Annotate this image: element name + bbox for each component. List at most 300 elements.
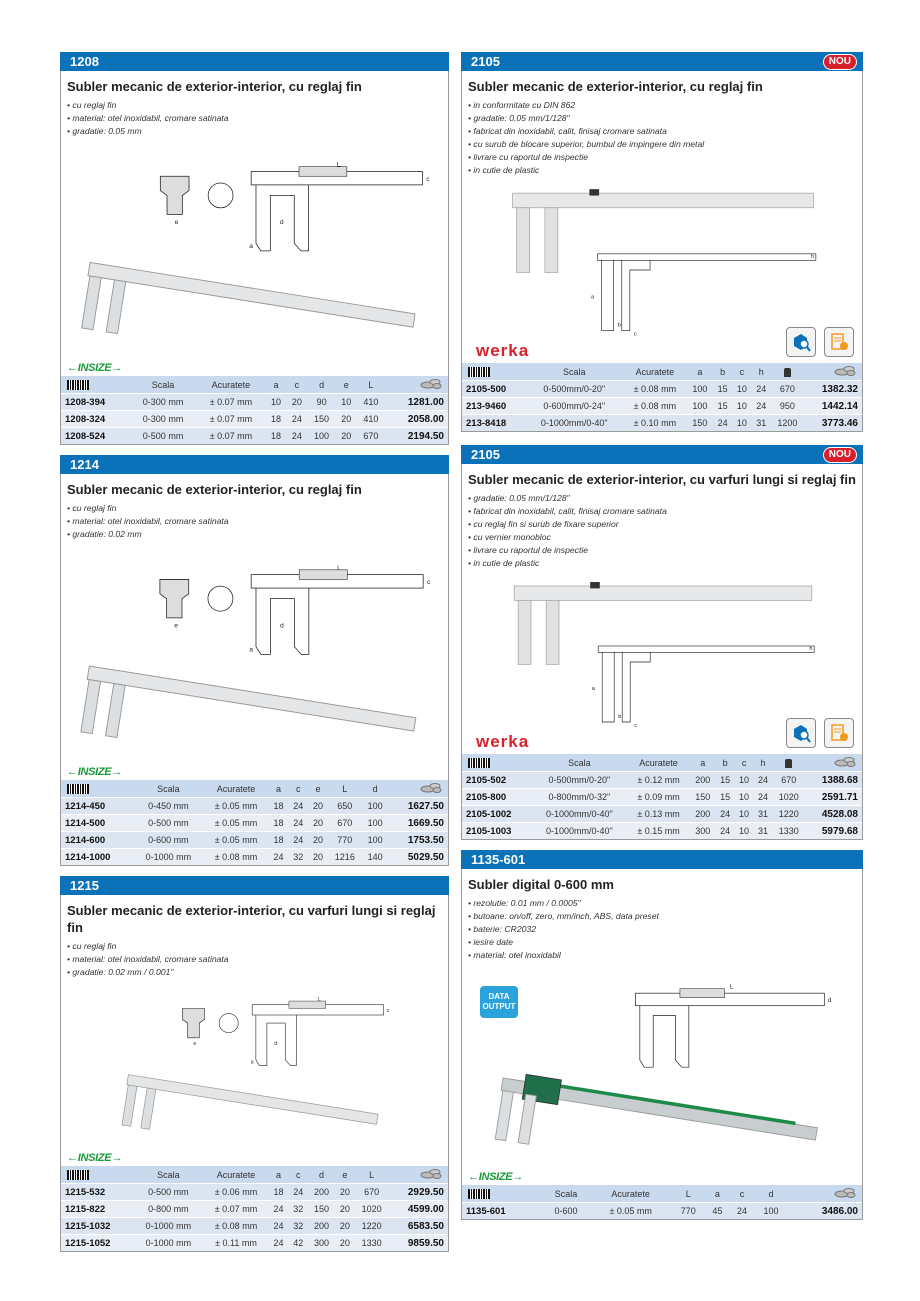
table-cell: 24	[286, 411, 307, 428]
table-cell: 24	[730, 1203, 755, 1220]
product-illustration	[462, 962, 862, 1167]
table-row	[61, 1184, 448, 1201]
column-header: a	[269, 780, 289, 798]
product-code: 2105	[471, 447, 500, 462]
table-cell: ± 0.13 mm	[627, 806, 690, 823]
table-cell: 24	[288, 798, 308, 815]
caliper-jaw	[518, 1094, 536, 1144]
section-header	[461, 850, 863, 869]
caliper-jaw	[82, 276, 102, 330]
caliper-jaw	[546, 600, 559, 664]
table-cell: 1200	[771, 415, 804, 432]
table-header-row	[462, 1185, 862, 1203]
table-cell: 24	[269, 849, 289, 866]
diagram-label: L	[317, 997, 321, 1004]
table-cell: ± 0.05 mm	[203, 815, 268, 832]
column-header: d	[754, 1185, 787, 1203]
feature-item: • gradatie: 0.05 mm/1/128"	[468, 113, 570, 123]
coins-icon	[420, 785, 442, 795]
diagram-label: a	[249, 243, 254, 250]
insize-logo: ←INSIZE→	[67, 766, 123, 778]
product-code: 1135-601	[471, 852, 526, 867]
coins-icon	[834, 759, 856, 769]
table-cell: 1330	[355, 1235, 389, 1252]
feature-item: • baterie: CR2032	[468, 924, 536, 934]
feature-item: • in cutie de plastic	[468, 165, 540, 175]
table-cell: 20	[336, 428, 357, 445]
feature-item: • material: otel inoxidabil	[468, 950, 561, 960]
product-title: Subler mecanic de exterior-interior, cu reglaj fin	[468, 79, 763, 94]
caliper-photo	[79, 666, 416, 762]
certificate-icon[interactable]	[824, 718, 854, 748]
column-header	[385, 376, 448, 394]
3d-view-icon[interactable]	[786, 718, 816, 748]
table-row	[462, 381, 862, 398]
caliper-jaw	[495, 1091, 513, 1141]
column-header: Acuratete	[590, 1185, 672, 1203]
column-header: c	[286, 376, 307, 394]
drawing-beam	[635, 993, 824, 1005]
table-cell: 670	[771, 381, 804, 398]
table-cell: 20	[308, 849, 328, 866]
image-area	[61, 541, 448, 762]
barcode-icon	[67, 784, 89, 794]
table-cell: ± 0.06 mm	[203, 1184, 268, 1201]
feature-list	[61, 940, 448, 979]
column-header: L	[672, 1185, 705, 1203]
new-badge: NOU	[823, 447, 857, 463]
price-table	[462, 363, 862, 431]
price: 5029.50	[389, 849, 448, 866]
caliper-beam	[127, 1075, 378, 1125]
werka-logo: werka	[476, 732, 530, 751]
column-header	[805, 754, 862, 772]
table-row	[462, 415, 862, 432]
column-header: Acuratete	[196, 376, 265, 394]
table-cell: 20	[308, 832, 328, 849]
barcode-icon	[468, 1189, 490, 1199]
drawing-jaws	[256, 185, 309, 251]
table-cell: 1020	[772, 789, 804, 806]
image-area	[61, 138, 448, 358]
table-cell: 200	[690, 772, 716, 789]
article-code: 213-8418	[462, 415, 526, 432]
table-cell: 650	[328, 798, 362, 815]
lock-screw	[589, 189, 599, 195]
price: 2929.50	[389, 1184, 448, 1201]
product-section	[60, 455, 449, 866]
table-cell: 20	[308, 815, 328, 832]
lock-screw	[590, 582, 600, 588]
weight-icon	[785, 759, 792, 768]
table-cell: 18	[269, 798, 289, 815]
table-cell: 0-1000 mm	[133, 1235, 203, 1252]
table-cell: 1216	[328, 849, 362, 866]
column-header: c	[732, 363, 751, 381]
diagram-label: L	[336, 161, 341, 169]
table-row	[61, 1235, 448, 1252]
table-cell: ± 0.08 mm	[203, 1218, 268, 1235]
table-cell: 1220	[772, 806, 804, 823]
feature-item: • material: otel inoxidabil, cromare satinata	[67, 516, 229, 526]
price: 1627.50	[389, 798, 448, 815]
table-cell: 18	[269, 832, 289, 849]
table-cell: 100	[307, 428, 335, 445]
table-cell: 24	[269, 1218, 289, 1235]
column-header: Acuratete	[203, 1166, 268, 1184]
product-section	[60, 876, 449, 1252]
price-table	[462, 754, 862, 839]
feature-icons	[786, 327, 854, 357]
table-cell: ± 0.05 mm	[203, 832, 268, 849]
jaw-profile	[182, 1008, 204, 1037]
table-header-row	[462, 754, 862, 772]
table-cell: 32	[288, 849, 308, 866]
table-cell: 670	[357, 428, 385, 445]
table-cell: 24	[716, 806, 735, 823]
table-cell: 18	[269, 1184, 289, 1201]
price-table	[61, 1166, 448, 1251]
column-header: Scala	[532, 754, 628, 772]
table-cell: ± 0.07 mm	[196, 394, 265, 411]
table-cell: 31	[754, 823, 773, 840]
barcode-icon	[468, 367, 490, 377]
image-area	[61, 979, 448, 1148]
column-header	[772, 754, 804, 772]
table-cell: 0-1000mm/0-40"	[532, 823, 628, 840]
article-code: 1214-600	[61, 832, 133, 849]
table-cell: ± 0.07 mm	[196, 428, 265, 445]
column-header: c	[288, 1166, 308, 1184]
brand-row	[61, 358, 448, 376]
3d-view-icon[interactable]	[786, 327, 816, 357]
table-row	[61, 832, 448, 849]
table-cell: 0-500 mm	[133, 1184, 203, 1201]
column-header	[389, 1166, 448, 1184]
article-code: 2105-500	[462, 381, 526, 398]
product-title: Subler mecanic de exterior-interior, cu varfuri lungi si reglaj fin	[468, 472, 856, 487]
table-cell: ± 0.11 mm	[203, 1235, 268, 1252]
table-cell: 0-1000mm/0-40"	[532, 806, 628, 823]
column-header: e	[308, 780, 328, 798]
table-row	[462, 398, 862, 415]
weight-icon	[784, 368, 791, 377]
drawing-beam	[598, 646, 814, 652]
column-header: Scala	[133, 1166, 203, 1184]
jaw-profile	[160, 579, 189, 617]
table-cell: 20	[335, 1235, 355, 1252]
table-cell: 100	[687, 381, 713, 398]
caliper-jaw	[517, 208, 530, 273]
feature-item: • cu surub de blocare superior, bumbul de impingere din metal	[468, 139, 705, 149]
drawing-jaws	[602, 652, 650, 722]
feature-item: • cu reglaj fin si surub de fixare superior	[468, 519, 619, 529]
product-title: Subler mecanic de exterior-interior, cu reglaj fin	[67, 482, 362, 497]
table-cell: 10	[266, 394, 287, 411]
certificate-icon[interactable]	[824, 327, 854, 357]
table-cell: 0-600 mm	[133, 832, 203, 849]
article-code: 1214-1000	[61, 849, 133, 866]
price-table	[61, 376, 448, 444]
table-cell: 0-800 mm	[133, 1201, 203, 1218]
feature-icons	[786, 718, 854, 748]
feature-item: • fabricat din inoxidabil, calit, finisaj cromare satinata	[468, 506, 667, 516]
table-cell: 20	[335, 1201, 355, 1218]
feature-item: • gradatie: 0.05 mm/1/128"	[468, 493, 570, 503]
table-cell: 0-600	[542, 1203, 590, 1220]
caliper-jaw	[81, 680, 101, 734]
column-header: h	[754, 754, 773, 772]
feature-item: • in conformitate cu DIN 862	[468, 100, 576, 110]
table-cell: 15	[713, 398, 732, 415]
price: 3486.00	[788, 1203, 862, 1220]
column-header: Scala	[526, 363, 623, 381]
insize-logo: ←INSIZE→	[67, 1152, 123, 1164]
diagram-label: h	[810, 253, 815, 260]
table-header-row	[61, 376, 448, 394]
feature-list	[462, 492, 862, 570]
product-title: Subler mecanic de exterior-interior, cu varfuri lungi si reglaj fin	[67, 903, 436, 935]
article-code: 2105-1003	[462, 823, 532, 840]
table-cell: ± 0.08 mm	[623, 381, 687, 398]
feature-list	[462, 99, 862, 177]
insize-logo: ←INSIZE→	[468, 1171, 524, 1183]
price: 5979.68	[805, 823, 862, 840]
table-cell: 770	[672, 1203, 705, 1220]
caliper-jaw	[518, 600, 531, 664]
product-code: 1215	[70, 878, 99, 893]
column-header	[389, 780, 448, 798]
caliper-beam	[513, 193, 814, 208]
column-header	[771, 363, 804, 381]
price: 1281.00	[385, 394, 448, 411]
product-illustration	[61, 979, 448, 1148]
article-code: 1135-601	[462, 1203, 542, 1220]
jaw-profile	[160, 176, 189, 214]
table-cell: ± 0.15 mm	[627, 823, 690, 840]
feature-item: • in cutie de plastic	[468, 558, 540, 568]
table-cell: 18	[266, 428, 287, 445]
table-cell: 0-450 mm	[133, 798, 203, 815]
table-cell: 20	[308, 798, 328, 815]
section-header	[60, 455, 449, 474]
table-cell: 410	[357, 394, 385, 411]
price: 2058.00	[385, 411, 448, 428]
table-cell: 10	[735, 772, 754, 789]
table-row	[61, 411, 448, 428]
table-header-row	[462, 363, 862, 381]
column-header	[61, 376, 130, 394]
table-cell: 10	[735, 823, 754, 840]
table-cell: ± 0.10 mm	[623, 415, 687, 432]
table-cell: 950	[771, 398, 804, 415]
table-cell: ± 0.07 mm	[196, 411, 265, 428]
table-row	[61, 798, 448, 815]
diagram-label: c	[386, 1008, 390, 1015]
table-cell: 0-1000 mm	[133, 1218, 203, 1235]
product-title: Subler mecanic de exterior-interior, cu reglaj fin	[67, 79, 362, 94]
price: 3773.46	[804, 415, 862, 432]
price: 4528.08	[805, 806, 862, 823]
table-cell: 20	[335, 1184, 355, 1201]
article-code: 1208-324	[61, 411, 130, 428]
feature-item: • livrare cu raportul de inspectie	[468, 545, 589, 555]
image-area	[462, 962, 862, 1167]
feature-item: • butoane: on/off, zero, mm/inch, ABS, data preset	[468, 911, 659, 921]
column-header: e	[336, 376, 357, 394]
price: 1753.50	[389, 832, 448, 849]
table-cell: 0-500 mm	[133, 815, 203, 832]
caliper-jaw	[141, 1088, 156, 1129]
image-area	[462, 177, 862, 363]
table-cell: 24	[752, 381, 771, 398]
table-cell: 100	[754, 1203, 787, 1220]
column-header: a	[687, 363, 713, 381]
section-header	[60, 52, 449, 71]
table-cell: 200	[308, 1218, 335, 1235]
table-cell: 140	[362, 849, 389, 866]
article-code: 1215-1052	[61, 1235, 133, 1252]
article-code: 2105-502	[462, 772, 532, 789]
caliper-photo	[493, 1071, 818, 1167]
diagram-label: a	[591, 686, 595, 692]
table-cell: 100	[687, 398, 713, 415]
insize-logo: ←INSIZE→	[67, 362, 123, 374]
column-header	[804, 363, 862, 381]
drawing-beam	[597, 254, 815, 260]
table-row	[462, 789, 862, 806]
product-code: 2105	[471, 54, 500, 69]
table-cell: 10	[732, 415, 751, 432]
price-table	[61, 780, 448, 865]
brand-row	[462, 1167, 862, 1185]
drawing-jaws	[256, 588, 309, 654]
table-header-row	[61, 780, 448, 798]
table-cell: 10	[735, 806, 754, 823]
feature-list	[61, 502, 448, 541]
werka-logo: werka	[476, 341, 530, 360]
table-cell: 20	[335, 1218, 355, 1235]
barcode-icon	[468, 758, 490, 768]
caliper-jaw	[545, 208, 558, 273]
table-cell: 150	[690, 789, 716, 806]
article-code: 1208-524	[61, 428, 130, 445]
column-header: e	[335, 1166, 355, 1184]
caliper-photo	[120, 1075, 378, 1148]
table-cell: ± 0.05 mm	[590, 1203, 672, 1220]
table-cell: 24	[754, 789, 773, 806]
table-row	[61, 1201, 448, 1218]
product-illustration	[61, 138, 448, 358]
price: 1388.68	[805, 772, 862, 789]
table-row	[61, 1218, 448, 1235]
table-cell: 24	[269, 1201, 289, 1218]
product-code: 1208	[70, 54, 99, 69]
product-section	[461, 445, 863, 840]
table-cell: 15	[713, 381, 732, 398]
column-header: a	[269, 1166, 289, 1184]
product-title: Subler digital 0-600 mm	[468, 877, 614, 892]
feature-item: • livrare cu raportul de inspectie	[468, 152, 589, 162]
diagram-label: a	[591, 294, 595, 301]
table-cell: 24	[288, 832, 308, 849]
feature-item: • iesire date	[468, 937, 514, 947]
feature-item: • gradatie: 0.05 mm	[67, 126, 142, 136]
column-header: L	[357, 376, 385, 394]
table-cell: 45	[705, 1203, 730, 1220]
caliper-beam	[87, 666, 416, 731]
column-header: c	[730, 1185, 755, 1203]
price: 6583.50	[389, 1218, 448, 1235]
table-cell: 0-600mm/0-24"	[526, 398, 623, 415]
table-cell: 15	[716, 789, 735, 806]
table-cell: 20	[336, 411, 357, 428]
table-cell: 300	[690, 823, 716, 840]
product-illustration	[61, 541, 448, 762]
feature-item: • cu vernier monobloc	[468, 532, 551, 542]
diagram-label: d	[274, 1041, 278, 1048]
product-code: 1214	[70, 457, 99, 472]
article-code: 1215-532	[61, 1184, 133, 1201]
article-code: 1215-822	[61, 1201, 133, 1218]
table-cell: 18	[269, 815, 289, 832]
table-cell: 31	[754, 806, 773, 823]
table-cell: 410	[357, 411, 385, 428]
table-row	[61, 428, 448, 445]
table-cell: 1220	[355, 1218, 389, 1235]
table-cell: 24	[269, 1235, 289, 1252]
article-code: 1208-394	[61, 394, 130, 411]
feature-item: • material: otel inoxidabil, cromare satinata	[67, 954, 229, 964]
table-cell: 0-800mm/0-32"	[532, 789, 628, 806]
column-header	[788, 1185, 862, 1203]
table-cell: 24	[286, 428, 307, 445]
table-row	[61, 394, 448, 411]
table-cell: 0-500 mm	[130, 428, 196, 445]
diagram-label: L	[337, 564, 341, 572]
drawing-slider	[680, 989, 725, 998]
column-header: Acuratete	[627, 754, 690, 772]
table-cell: 150	[307, 411, 335, 428]
table-cell: 0-500mm/0-20"	[526, 381, 623, 398]
diagram-label: c	[426, 176, 430, 184]
table-cell: 1330	[772, 823, 804, 840]
table-cell: 32	[288, 1218, 308, 1235]
diagram-label: L	[729, 983, 734, 991]
product-section	[461, 850, 863, 1220]
barcode-icon	[67, 380, 89, 390]
table-cell: ± 0.12 mm	[627, 772, 690, 789]
column-header: b	[716, 754, 735, 772]
diagram-label: b	[618, 714, 622, 720]
feature-item: • fabricat din inoxidabil, calit, finisaj cromare satinata	[468, 126, 667, 136]
table-cell: 1020	[355, 1201, 389, 1218]
table-row	[462, 1203, 862, 1220]
table-cell: 150	[687, 415, 713, 432]
table-cell: 0-300 mm	[130, 411, 196, 428]
table-cell: 100	[362, 815, 389, 832]
diagram-label: d	[279, 219, 284, 227]
table-row	[61, 849, 448, 866]
table-cell: 10	[732, 381, 751, 398]
article-code: 1215-1032	[61, 1218, 133, 1235]
column-header	[61, 780, 133, 798]
table-row	[462, 772, 862, 789]
section-header	[461, 52, 863, 71]
table-cell: ± 0.09 mm	[627, 789, 690, 806]
table-header-row	[61, 1166, 448, 1184]
jaw-section	[208, 586, 233, 611]
